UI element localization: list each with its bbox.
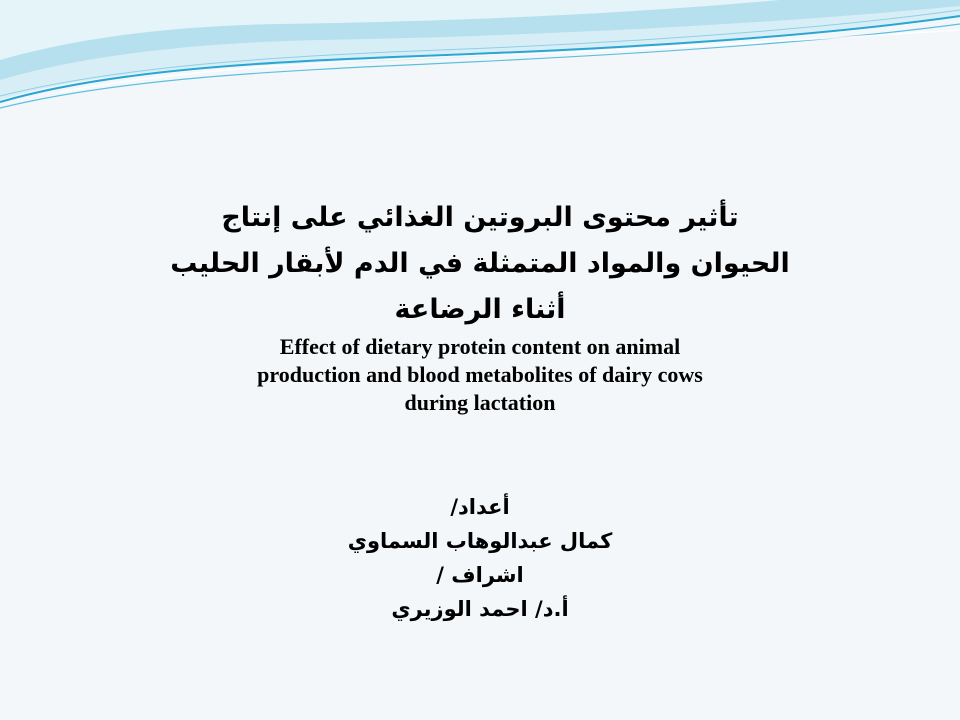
supervision-label: اشراف / xyxy=(436,563,524,587)
arabic-title-line-3: أثناء الرضاعة xyxy=(394,294,566,325)
arabic-title-line-2: الحيوان والمواد المتمثلة في الدم لأبقار الحليب xyxy=(170,248,790,279)
english-title-line-1: Effect of dietary protein content on animal xyxy=(279,334,681,359)
title-block xyxy=(0,195,960,417)
prepared-by-label: أعداد/ xyxy=(450,495,510,519)
supervisor-name: أ.د/ احمد الوزيري xyxy=(391,597,569,621)
author-name: كمال عبدالوهاب السماوي xyxy=(347,529,613,553)
header-wave-decoration xyxy=(0,0,960,130)
english-title-line-3: during lactation xyxy=(404,390,556,415)
credits-block xyxy=(0,490,960,626)
arabic-title-line-1: تأثير محتوى البروتين الغذائي على إنتاج xyxy=(221,202,739,233)
english-title-line-2: production and blood metabolites of dairy cows xyxy=(257,362,703,387)
